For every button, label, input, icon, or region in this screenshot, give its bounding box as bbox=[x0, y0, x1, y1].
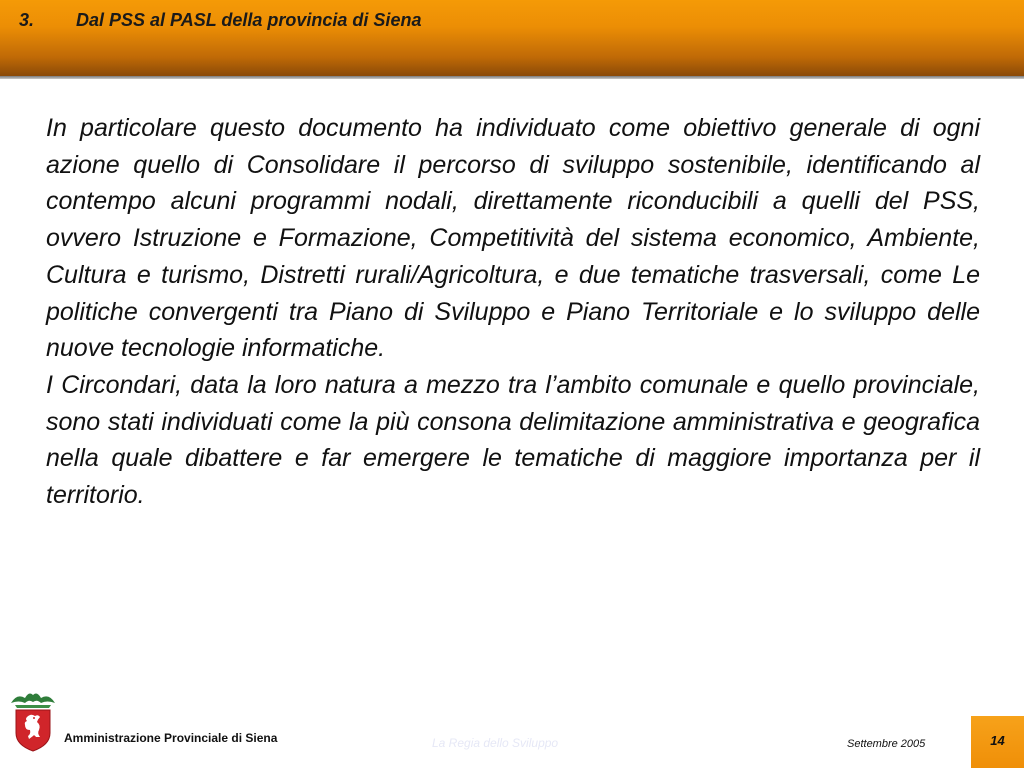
page-number-box bbox=[971, 716, 1024, 768]
body-paragraph-1: In particolare questo documento ha individuato come obiettivo generale di ogni azione quello di Consolidare il percorso di sviluppo sostenibile, identificando al contempo alcuni programmi nodali, direttamente riconducibili a quelli del PSS, ovvero Istruzione e Formazione, Competitività del sistema economico, Ambiente, Cultura e turismo, Distretti rurali/Agricoltura, e due tematiche trasversali, come Le politiche convergenti tra Piano di Sviluppo e Piano Territoriale e lo sviluppo delle nuove tecnologie informatiche. bbox=[46, 114, 980, 363]
footer-date: Settembre 2005 bbox=[847, 738, 926, 750]
body-text bbox=[46, 110, 980, 514]
section-number: 3. bbox=[19, 9, 35, 30]
page-number: 14 bbox=[990, 733, 1005, 748]
province-of-siena-coat-of-arms-icon bbox=[7, 689, 59, 753]
header-divider bbox=[0, 76, 1024, 79]
slide-title bbox=[19, 8, 421, 32]
body-paragraph-2: I Circondari, data la loro natura a mezzo tra l’ambito comunale e quello provinciale, sono stati individuati come la più consona delimitazione amministrativa e geografica nella quale dibattere e far emergere le tematiche di maggiore importanza per il territorio. bbox=[46, 370, 980, 510]
footer-title: La Regia dello Sviluppo bbox=[432, 736, 559, 750]
header-bar bbox=[0, 0, 1024, 76]
section-title: Dal PSS al PASL della provincia di Siena bbox=[76, 9, 422, 30]
organization-name: Amministrazione Provinciale di Siena bbox=[64, 731, 278, 745]
